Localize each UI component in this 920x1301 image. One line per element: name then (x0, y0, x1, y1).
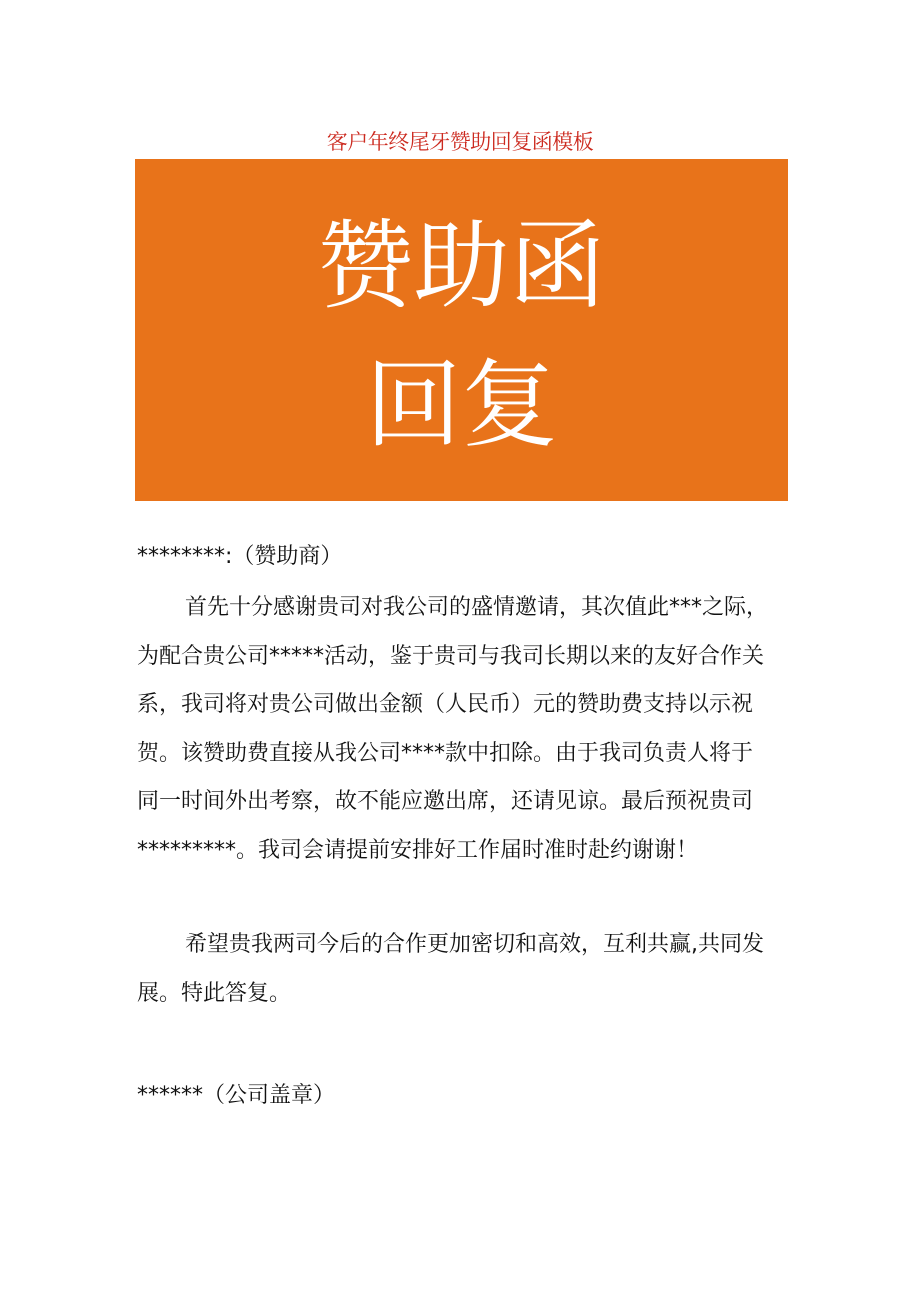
paragraph-line: 希望贵我两司今后的合作更加密切和高效，互利共赢,共同发 (185, 932, 764, 957)
salutation-text: ********:（赞助商） (137, 544, 343, 569)
document-title: 客户年终尾牙赞助回复函模板 (326, 130, 594, 154)
signature (137, 1072, 789, 1121)
paragraph-line: 系，我司将对贵公司做出金额（人民币）元的赞助费支持以示祝 (137, 692, 754, 717)
paragraph-line: 首先十分感谢贵司对我公司的盛情邀请，其次值此***之际， (185, 595, 769, 620)
paragraph-line: 贺。该赞助费直接从我公司****款中扣除。由于我司负责人将于 (137, 740, 754, 766)
salutation (137, 533, 789, 582)
banner-line-1: 赞助函 (317, 210, 606, 322)
title-banner (135, 159, 788, 501)
body-paragraph-1 (137, 584, 789, 875)
signature-text: ******（公司盖章） (137, 1083, 336, 1108)
paragraph-line: 为配合贵公司*****活动，鉴于贵司与我司长期以来的友好合作关 (137, 643, 765, 669)
paragraph-line: 展。特此答复。 (137, 980, 292, 1006)
banner-line-2: 回复 (365, 349, 558, 461)
body-paragraph-2 (137, 921, 789, 1018)
paragraph-line: 同一时间外出考察，故不能应邀出席，还请见谅。最后预祝贵司 (137, 789, 754, 814)
paragraph-line: *********。我司会请提前安排好工作届时准时赴约谢谢！ (137, 837, 699, 863)
